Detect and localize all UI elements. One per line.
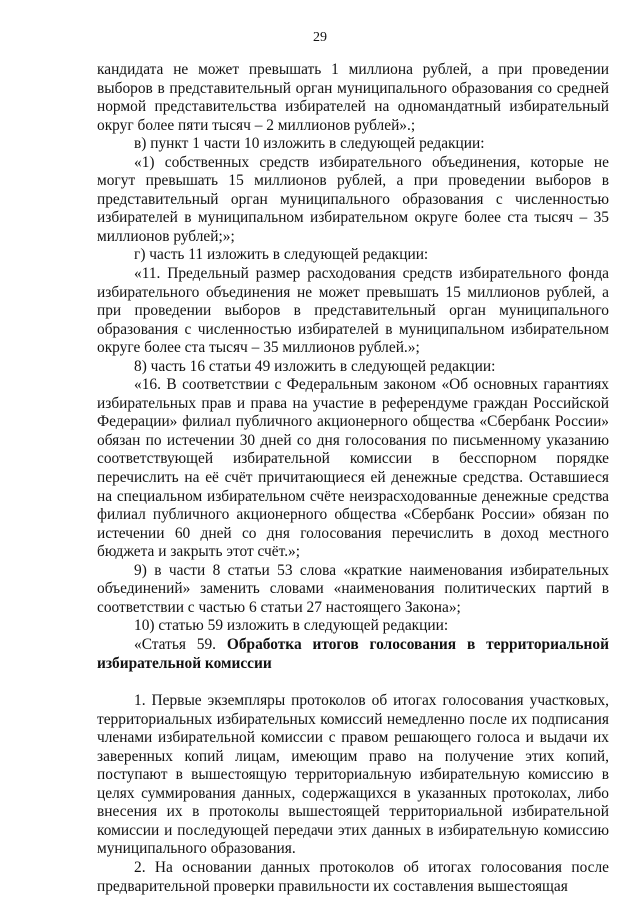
paragraph-amendment-v: в) пункт 1 части 10 изложить в следующей редакции: [134,135,485,153]
paragraph-amendment-8: 8) часть 16 статьи 49 изложить в следующей редакции: [134,357,496,375]
paragraph-amendment-9: 9) в части 8 статьи 53 слова «краткие наименования избирательных объединений» заменить словами «наименования политических партий в соответствии с частью 6 статьи 27 настоящего Закона»; [97,561,609,616]
document-body [97,61,609,896]
article-heading-prefix: «Статья 59. [134,635,227,653]
paragraph-amendment-10: 10) статью 59 изложить в следующей редакции: [134,617,449,635]
article-heading [97,636,609,673]
paragraph-quote-1: «1) собственных средств избирательного объединения, которые не могут превышать 15 миллионов рублей, а при проведении выборов в представительный орган муниципального образования с численностью избирателей в муниципальном избирательном округе более ста тысяч – 35 миллионов рублей;»; [97,153,609,245]
paragraph-quote-16: «16. В соответствии с Федеральным законом «Об основных гарантиях избирательных прав и права на участие в референдуме граждан Российской Федерации» филиал публичного акционерного общества «Сбербанк России» обязан по истечении 30 дней со дня голосования по письменному указанию соответствующей избирательной комиссии в бесспорном порядке перечислить на её счёт причитающиеся ей денежные средства. Оставшиеся на специальном избирательном счёте неизрасходованные денежные средства филиал публичного акционерного общества «Сбербанк России» обязан по истечении 60 дней со дня голосования перечислить в доход местного бюджета и закрыть этот счёт.»; [97,376,609,561]
article-heading-title: Обработка итогов голосования в территориальной избирательной комиссии [97,635,609,672]
article-paragraph-2: 2. На основании данных протоколов об итогах голосования после предварительной проверки правильности их составления вышестоящая [97,858,609,895]
page-number: 29 [313,30,327,45]
paragraph-quote-11: «11. Предельный размер расходования средств избирательного фонда избирательного объединения не может превышать 15 миллионов рублей, а при проведении выборов в представительный орган муниципального образования с численностью избирателей в муниципальном избирательном округе более ста тысяч – 35 миллионов рублей.»; [97,265,609,357]
paragraph-amendment-g: г) часть 11 изложить в следующей редакции: [134,246,429,264]
article-paragraph-1: 1. Первые экземпляры протоколов об итогах голосования участковых, территориальных избирательных комиссий немедленно после их подписания членами избирательной комиссии с правом решающего голоса и выдачи их заверенных копий лицам, имеющим право на получение этих копий, поступают в вышестоящую территориальную избирательную комиссию в целях суммирования данных, содержащихся в указанных протоколах, либо внесения их в протоколы вышестоящей территориальной избирательной комиссии и последующей передачи этих данных в избирательную комиссию муниципального образования. [97,692,609,858]
paragraph-continuation: кандидата не может превышать 1 миллиона рублей, а при проведении выборов в представительный орган муниципального образования со средней нормой представительства избирателей на одномандатный избирательный округ более пяти тысяч – 2 миллионов рублей».; [97,61,609,134]
